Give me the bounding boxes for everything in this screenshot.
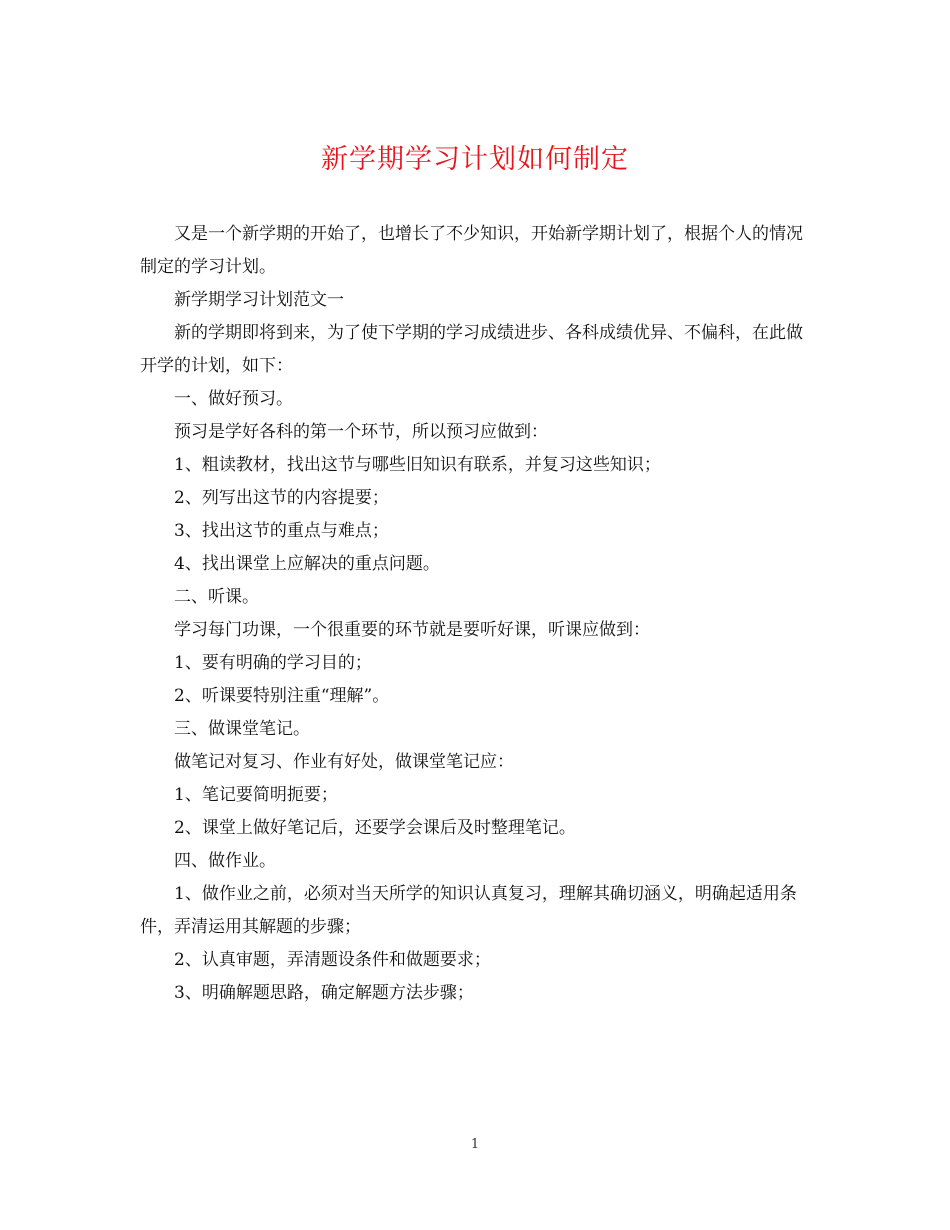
- paragraph: 新的学期即将到来，为了使下学期的学习成绩进步、各科成绩优异、不偏科，在此做开学的计划，如下：: [140, 323, 803, 376]
- paragraph: 又是一个新学期的开始了，也增长了不少知识，开始新学期计划了，根据个人的情况制定的学习计划。: [140, 224, 803, 277]
- paragraph: 预习是学好各科的第一个环节，所以预习应做到：: [174, 422, 548, 442]
- document-title: 新学期学习计划如何制定: [321, 144, 629, 175]
- document-body: [140, 218, 810, 1010]
- section-heading: 三、做课堂笔记。: [174, 719, 310, 739]
- list-item: 2、课堂上做好笔记后，还要学会课后及时整理笔记。: [174, 818, 576, 838]
- paragraph: 学习每门功课，一个很重要的环节就是要听好课，听课应做到：: [174, 620, 650, 640]
- section-heading: 四、做作业。: [174, 851, 276, 871]
- paragraph: 做笔记对复习、作业有好处，做课堂笔记应：: [174, 752, 514, 772]
- section-heading: 二、听课。: [174, 587, 259, 607]
- section-heading: 一、做好预习。: [174, 389, 293, 409]
- list-item: 1、要有明确的学习目的；: [174, 653, 372, 673]
- list-item: 1、笔记要简明扼要；: [174, 785, 338, 805]
- list-item: 1、粗读教材，找出这节与哪些旧知识有联系，并复习这些知识；: [174, 455, 661, 475]
- list-item: 2、听课要特别注重“理解”。: [174, 686, 390, 706]
- section-heading: 新学期学习计划范文一: [174, 290, 344, 310]
- list-item: 1、做作业之前，必须对当天所学的知识认真复习，理解其确切涵义，明确起适用条件，弄清运用其解题的步骤；: [140, 884, 797, 937]
- list-item: 2、认真审题，弄清题设条件和做题要求；: [174, 950, 491, 970]
- list-item: 3、找出这节的重点与难点；: [174, 521, 389, 541]
- list-item: 3、明确解题思路，确定解题方法步骤；: [174, 983, 474, 1003]
- list-item: 4、找出课堂上应解决的重点问题。: [174, 554, 440, 574]
- list-item: 2、列写出这节的内容提要；: [174, 488, 389, 508]
- page-number: 1: [470, 1137, 480, 1152]
